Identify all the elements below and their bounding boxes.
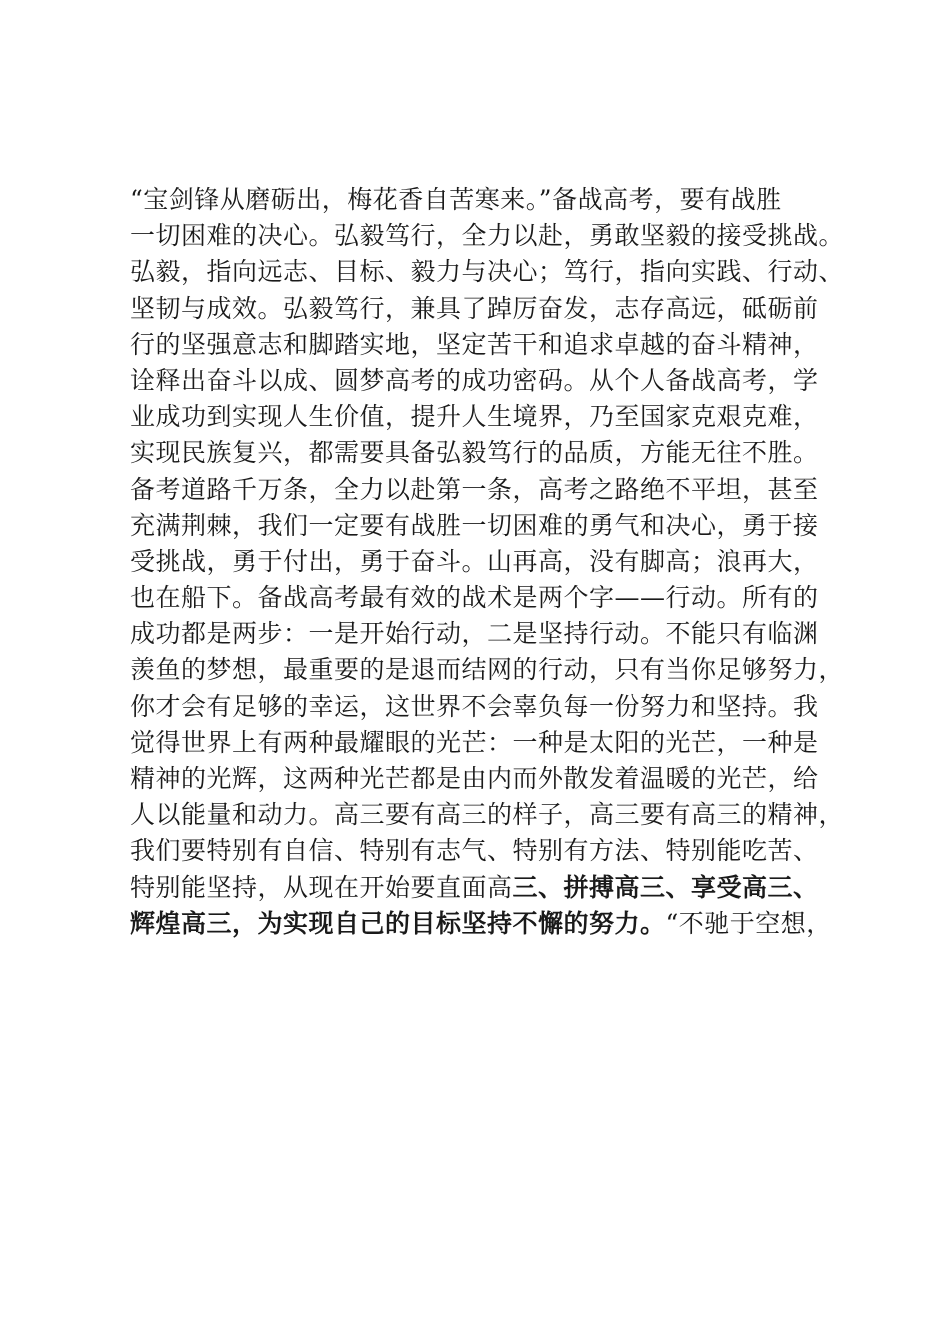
text-line: 备考道路千万条，全力以赴第一条，高考之路绝不平坦，甚至 <box>130 474 819 504</box>
text-segment-normal: “不驰于空想， <box>665 908 832 938</box>
text-line: 一切困难的决心。弘毅笃行，全力以赴，勇敢坚毅的接受挑战。 <box>130 221 845 251</box>
text-segment-bold: 三、拼搏高三、享受高三、 <box>512 872 819 902</box>
text-line: 充满荆棘，我们一定要有战胜一切困难的勇气和决心，勇于接 <box>130 510 819 540</box>
text-line-mixed <box>130 870 830 906</box>
text-line: 你才会有足够的幸运，这世界不会辜负每一份努力和坚持。我 <box>130 691 819 721</box>
text-line: 行的坚强意志和脚踏实地，坚定苦干和追求卓越的奋斗精神， <box>130 329 819 359</box>
text-line: 诠释出奋斗以成、圆梦高考的成功密码。从个人备战高考，学 <box>130 365 819 395</box>
text-line: 成功都是两步：一是开始行动，二是坚持行动。不能只有临渊 <box>130 619 819 649</box>
body-paragraph <box>130 182 845 942</box>
text-line: 我们要特别有自信、特别有志气、特别有方法、特别能吃苦、 <box>130 836 819 866</box>
text-line-mixed <box>130 906 830 942</box>
text-segment-bold: 辉煌高三，为实现自己的目标坚持不懈的努力。 <box>130 908 666 938</box>
text-line: 人以能量和动力。高三要有高三的样子，高三要有高三的精神， <box>130 800 845 830</box>
text-line: 实现民族复兴，都需要具备弘毅笃行的品质，方能无往不胜。 <box>130 438 819 468</box>
text-line: 受挑战，勇于付出，勇于奋斗。山再高，没有脚高；浪再大， <box>130 546 819 576</box>
text-segment-normal: 特别能坚持，从现在开始要直面高 <box>130 872 513 902</box>
text-line: 羡鱼的梦想，最重要的是退而结网的行动，只有当你足够努力， <box>130 655 845 685</box>
text-line: 精神的光辉，这两种光芒都是由内而外散发着温暖的光芒，给 <box>130 764 819 793</box>
text-line: 业成功到实现人生价值，提升人生境界，乃至国家克艰克难， <box>130 402 819 432</box>
text-line: 坚韧与成效。弘毅笃行，兼具了踔厉奋发，志存高远，砥砺前 <box>130 293 819 323</box>
text-line: “宝剑锋从磨砺出，梅花香自苦寒来。”备战高考，要有战胜 <box>130 185 782 214</box>
text-line: 也在船下。备战高考最有效的战术是两个字——行动。所有的 <box>130 583 819 613</box>
text-line: 弘毅，指向远志、目标、毅力与决心；笃行，指向实践、行动、 <box>130 257 845 287</box>
text-line: 觉得世界上有两种最耀眼的光芒：一种是太阳的光芒，一种是 <box>130 727 819 757</box>
